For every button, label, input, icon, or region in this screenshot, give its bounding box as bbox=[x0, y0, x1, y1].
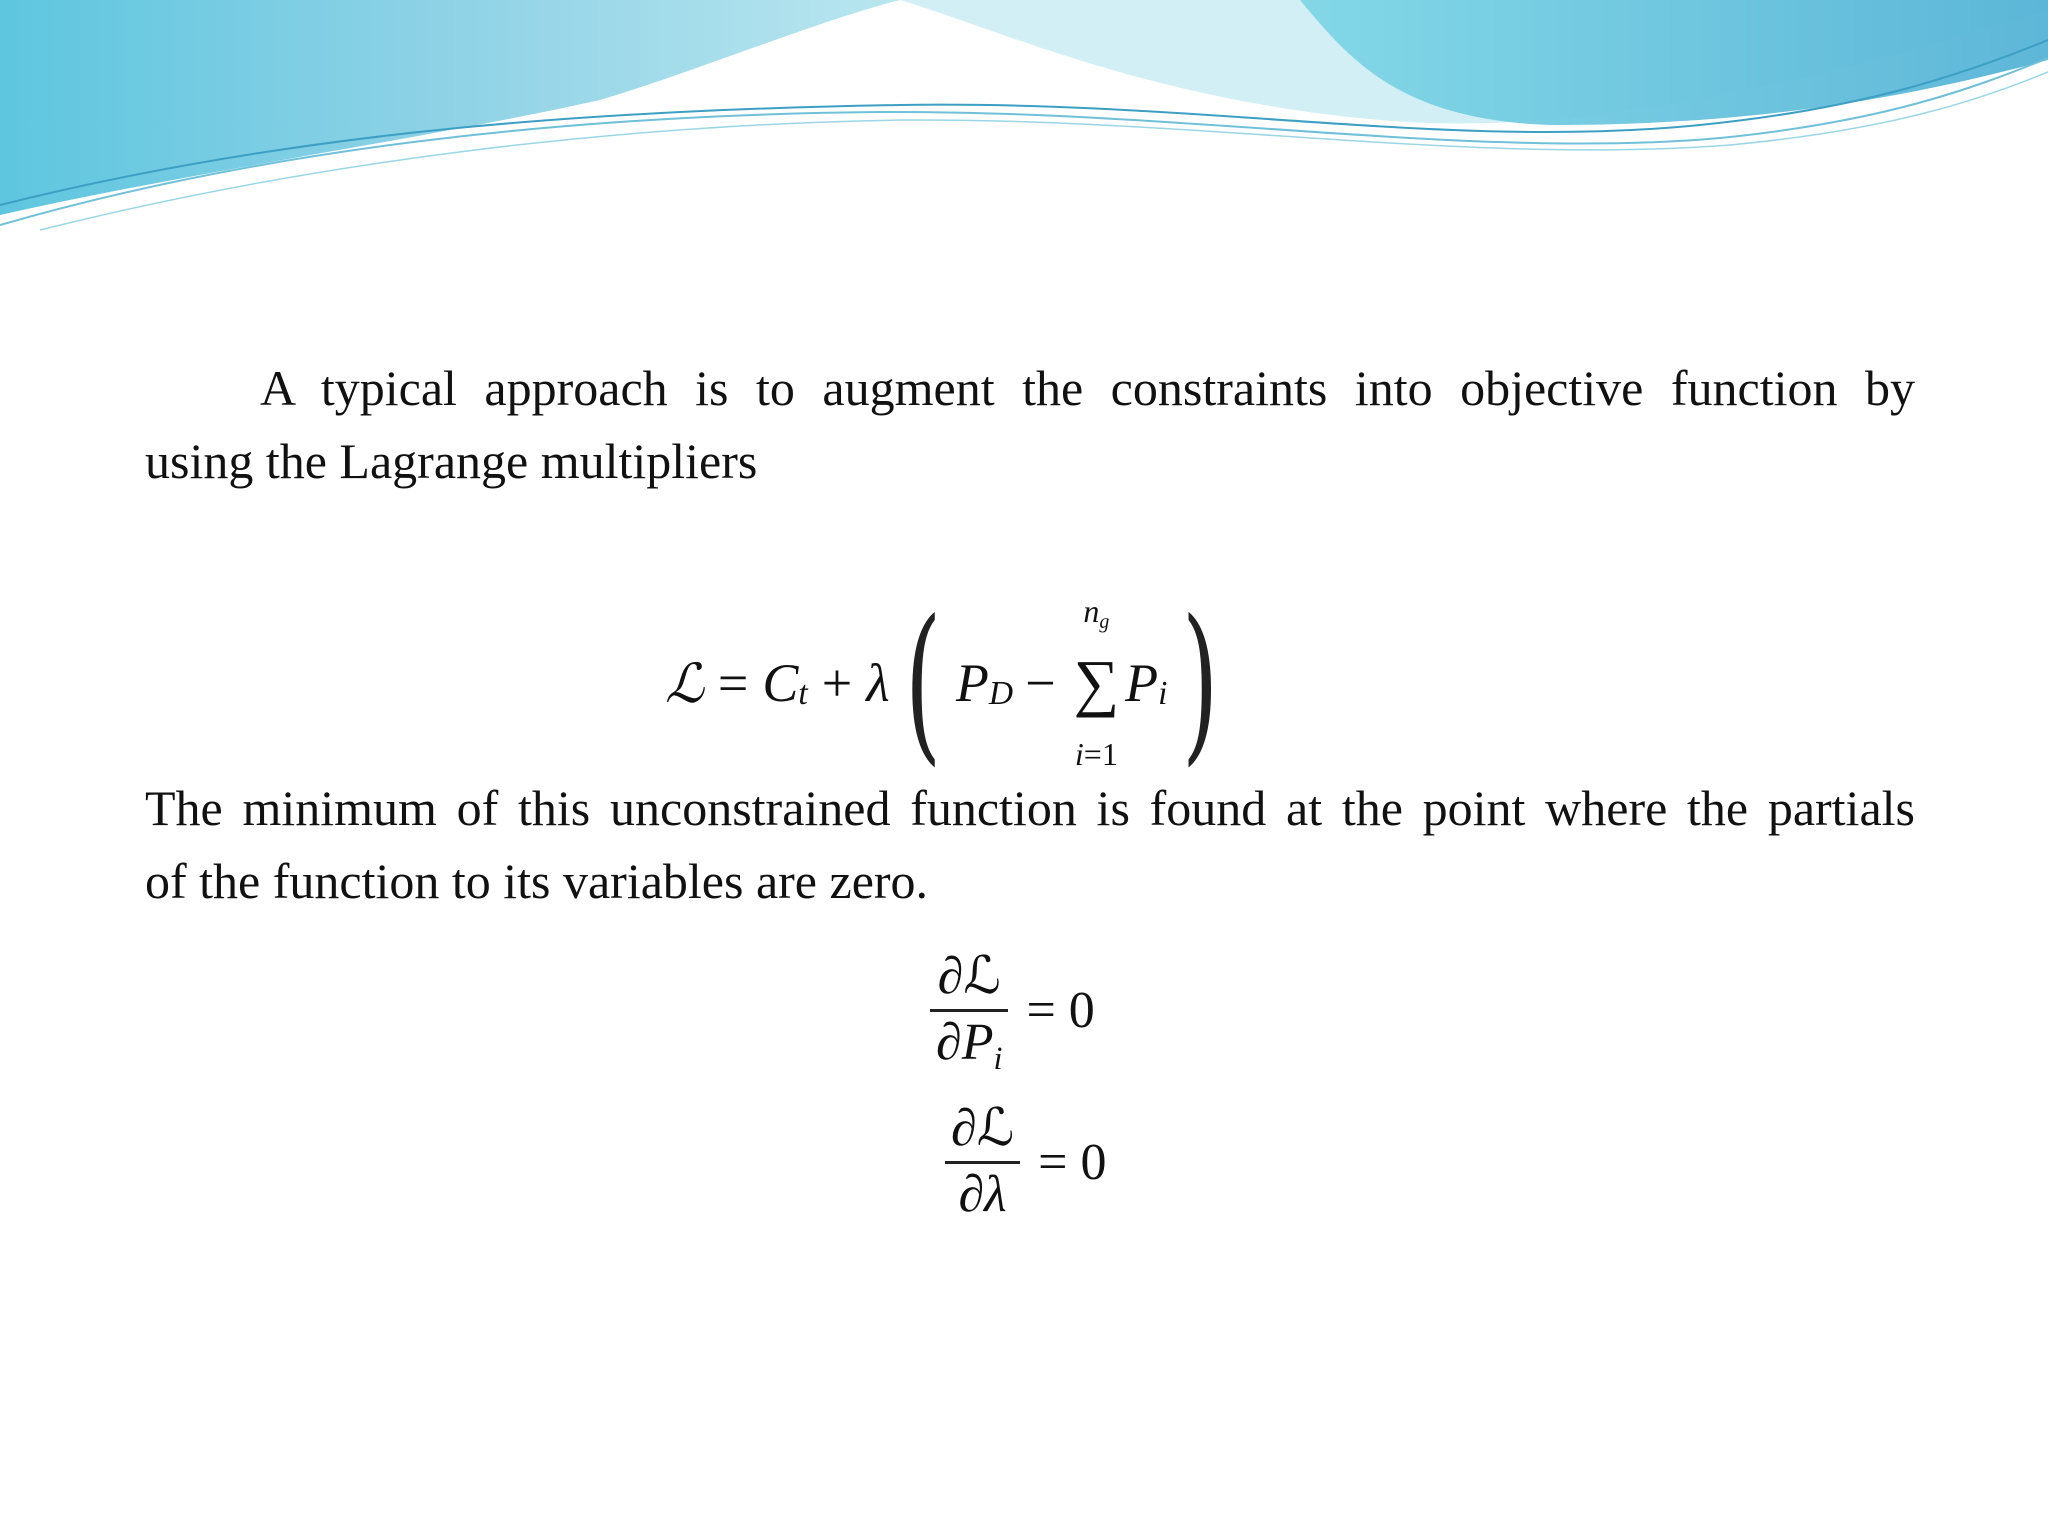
close-parenthesis: ) bbox=[1182, 584, 1219, 782]
partial-lambda-rhs: = 0 bbox=[1038, 1133, 1107, 1191]
fraction-bar bbox=[930, 1009, 1008, 1012]
conclusion-line-2: of the function to its variables are zero. bbox=[145, 853, 929, 909]
generation-symbol: P bbox=[1125, 653, 1159, 713]
sum-sign: ∑ bbox=[1073, 647, 1120, 718]
demand-subscript: D bbox=[988, 674, 1014, 712]
partial-p-rhs: = 0 bbox=[1026, 981, 1095, 1039]
partial-lambda-numerator: ∂ℒ bbox=[951, 1100, 1015, 1157]
demand-symbol: P bbox=[955, 653, 989, 713]
lagrangian-equation bbox=[665, 540, 1365, 782]
equals-sign: = bbox=[717, 653, 749, 713]
conclusion-line-1: The minimum of this unconstrained function is found at the point where the partials bbox=[145, 780, 1915, 836]
intro-line-2: using the Lagrange multipliers bbox=[145, 433, 758, 489]
partial-lambda-fraction bbox=[945, 1102, 1020, 1222]
conclusion-paragraph bbox=[145, 772, 1915, 918]
cost-symbol: C bbox=[762, 653, 799, 713]
open-parenthesis: ( bbox=[904, 584, 941, 782]
cost-subscript: t bbox=[798, 674, 808, 712]
partial-p-numerator: ∂ℒ bbox=[937, 948, 1001, 1005]
plus-sign: + bbox=[821, 653, 853, 713]
intro-paragraph bbox=[145, 352, 1915, 498]
partial-wrt-lambda-equation bbox=[945, 1102, 1106, 1222]
partial-lambda-denominator: ∂λ bbox=[958, 1165, 1007, 1223]
summation bbox=[1073, 593, 1120, 772]
lagrangian-symbol: ℒ bbox=[665, 651, 704, 715]
intro-line-1: A typical approach is to augment the constraints into objective function by bbox=[260, 360, 1915, 416]
header-wave-decoration bbox=[0, 0, 2048, 240]
sum-upper-limit: ng bbox=[1083, 593, 1110, 634]
minus-sign: − bbox=[1025, 653, 1056, 713]
partial-p-denominator: ∂Pi bbox=[936, 1013, 1003, 1076]
sum-lower-limit: i=1 bbox=[1074, 736, 1118, 772]
partial-p-fraction bbox=[930, 948, 1008, 1076]
lambda-symbol: λ bbox=[866, 653, 890, 713]
generation-subscript: i bbox=[1158, 674, 1168, 712]
partial-wrt-p-equation bbox=[930, 948, 1095, 1076]
fraction-bar bbox=[945, 1161, 1020, 1164]
